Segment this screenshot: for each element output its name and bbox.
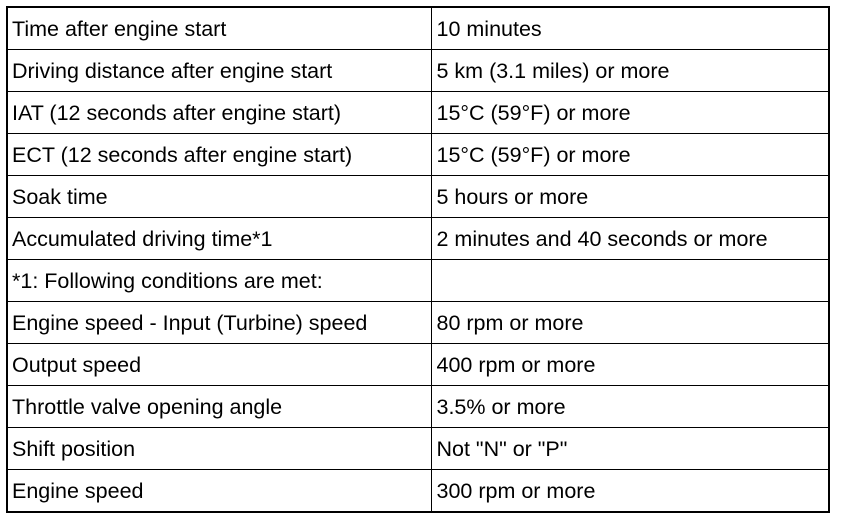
value-cell: 15°C (59°F) or more <box>431 134 829 176</box>
table-row <box>7 386 829 428</box>
value-cell: 400 rpm or more <box>431 344 829 386</box>
value-cell <box>431 260 829 302</box>
value-cell: 3.5% or more <box>431 386 829 428</box>
condition-cell: Soak time <box>7 176 431 218</box>
condition-cell: Engine speed <box>7 470 431 513</box>
condition-cell: Throttle valve opening angle <box>7 386 431 428</box>
condition-cell: IAT (12 seconds after engine start) <box>7 92 431 134</box>
table-row <box>7 344 829 386</box>
footnote-cell: *1: Following conditions are met: <box>7 260 431 302</box>
condition-cell: Time after engine start <box>7 7 431 50</box>
condition-cell: ECT (12 seconds after engine start) <box>7 134 431 176</box>
table-row <box>7 50 829 92</box>
value-cell: 10 minutes <box>431 7 829 50</box>
conditions-table <box>6 6 830 513</box>
condition-cell: Output speed <box>7 344 431 386</box>
table-row <box>7 260 829 302</box>
conditions-table-body <box>7 7 829 512</box>
value-cell: 2 minutes and 40 seconds or more <box>431 218 829 260</box>
condition-cell: Engine speed - Input (Turbine) speed <box>7 302 431 344</box>
value-cell: 5 km (3.1 miles) or more <box>431 50 829 92</box>
table-row <box>7 134 829 176</box>
table-row <box>7 7 829 50</box>
table-row <box>7 218 829 260</box>
condition-cell: Driving distance after engine start <box>7 50 431 92</box>
table-row <box>7 428 829 470</box>
value-cell: 300 rpm or more <box>431 470 829 513</box>
table-row <box>7 302 829 344</box>
condition-cell: Accumulated driving time*1 <box>7 218 431 260</box>
value-cell: 5 hours or more <box>431 176 829 218</box>
value-cell: 15°C (59°F) or more <box>431 92 829 134</box>
condition-cell: Shift position <box>7 428 431 470</box>
table-row <box>7 470 829 513</box>
value-cell: Not "N" or "P" <box>431 428 829 470</box>
table-row <box>7 176 829 218</box>
table-row <box>7 92 829 134</box>
value-cell: 80 rpm or more <box>431 302 829 344</box>
